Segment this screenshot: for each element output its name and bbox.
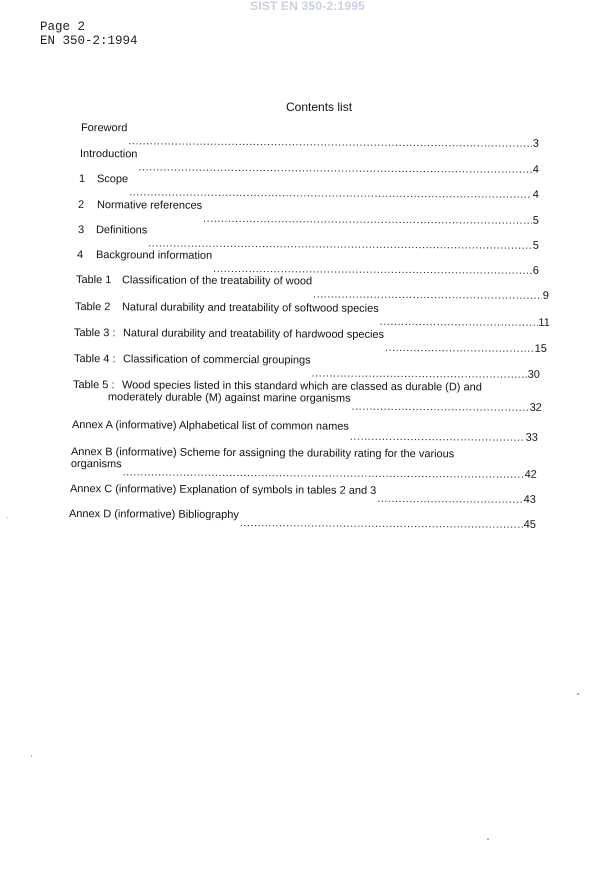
toc-entry-title: Definitions (95, 224, 148, 237)
scan-speck (7, 517, 8, 518)
dot-leader (385, 342, 534, 355)
toc-entry-page: 11 (538, 316, 550, 329)
toc-entry-page: 5 (532, 214, 539, 227)
dot-leader (240, 517, 523, 531)
toc-entry-title-line-2: moderately durable (M) against marine organisms (107, 391, 351, 405)
toc-entry-title: Introduction (79, 148, 138, 161)
toc-entry-page: 32 (529, 401, 542, 414)
toc-entry-title: Classification of the treatability of wood (121, 274, 313, 288)
toc-entry-title: Annex D (informative) Bibliography (68, 508, 239, 522)
toc-entry-page: 6 (532, 264, 539, 277)
toc-entry-title-line-1: Wood species listed in this standard which are classed as durable (D) and (121, 379, 482, 394)
page-number-label: Page 2 (40, 20, 86, 34)
toc-entry-page: 15 (534, 342, 547, 355)
toc-entry-introduction (80, 148, 539, 176)
toc-entry-title: Normative references (96, 199, 203, 212)
toc-entry-number: Table 3 : (73, 327, 116, 340)
watermark: SIST EN 350-2:1995 (250, 0, 365, 13)
toc-entry-page: 33 (525, 431, 538, 444)
toc-entry-page: 4 (532, 188, 539, 201)
toc-entry-annex-a (72, 419, 538, 444)
dot-leader (377, 493, 522, 506)
toc-entry-title: Scope (96, 173, 129, 186)
toc-entry-title: Annex C (informative) Explanation of symbols in tables 2 and 3 (69, 483, 377, 497)
toc-entry-table-2 (75, 301, 550, 329)
toc-entry-number: Table 2 (74, 301, 111, 314)
dot-leader (312, 367, 527, 380)
scan-speck (31, 755, 32, 757)
dot-leader (352, 401, 529, 414)
page-header (40, 20, 138, 48)
toc-entry-title-line-2: organisms (70, 457, 122, 471)
scan-speck (577, 693, 579, 695)
toc-entry-title: Background information (95, 249, 213, 262)
toc-entry-number: Table 1 (75, 274, 112, 287)
dot-leader (350, 431, 525, 444)
toc-entry-number: 4 (76, 249, 84, 262)
dot-leader (313, 288, 542, 301)
dot-leader (129, 186, 532, 200)
toc-entry-page: 4 (532, 163, 539, 176)
toc-entry-number: Table 4 : (73, 353, 116, 366)
dot-leader (380, 316, 538, 329)
toc-entry-table-4 (74, 353, 540, 381)
toc-entry-scope (79, 173, 539, 201)
toc-entry-page: 42 (524, 468, 537, 481)
toc-entry-table-5 (73, 379, 542, 414)
toc-entry-page: 9 (542, 289, 549, 302)
toc-entry-background-information (77, 249, 539, 277)
toc-entry-title: Natural durability and treatability of hardwood species (122, 327, 385, 341)
toc-entry-page: 5 (532, 239, 539, 252)
toc-entry-page: 3 (532, 137, 539, 150)
toc-entry-table-1 (76, 274, 549, 302)
dot-leader (123, 466, 524, 480)
dot-leader (128, 135, 531, 149)
scan-speck (487, 838, 489, 840)
toc-entry-annex-b (71, 446, 537, 481)
toc-entry-number: 2 (77, 199, 85, 212)
toc-entry-page: 43 (523, 493, 536, 506)
toc-entry-number: 1 (78, 173, 86, 186)
toc-entry-page: 30 (527, 368, 540, 381)
toc-entry-number: Table 5 : (72, 379, 115, 392)
toc-entry-number: 3 (77, 224, 85, 237)
toc-entry-table-3 (74, 327, 547, 355)
contents-title: Contents list (286, 100, 353, 114)
toc-entry-annex-c (70, 483, 536, 506)
toc-entry-title: Annex A (informative) Alphabetical list of common names (71, 419, 349, 433)
toc-entry-definitions (78, 224, 539, 252)
toc-entry-page: 45 (523, 518, 536, 531)
toc-entry-title-line-1: Annex B (informative) Scheme for assigning the durability rating for the various (70, 446, 455, 461)
toc-entry-normative-references (78, 199, 539, 227)
standard-id: EN 350-2:1994 (40, 34, 138, 48)
toc-entry-annex-d (69, 508, 536, 531)
toc-entry-foreword (81, 122, 539, 150)
toc-entry-title: Classification of commercial groupings (122, 353, 311, 367)
toc-entry-title: Natural durability and treatability of softwood species (121, 301, 379, 315)
toc-entry-title: Foreword (80, 122, 128, 135)
